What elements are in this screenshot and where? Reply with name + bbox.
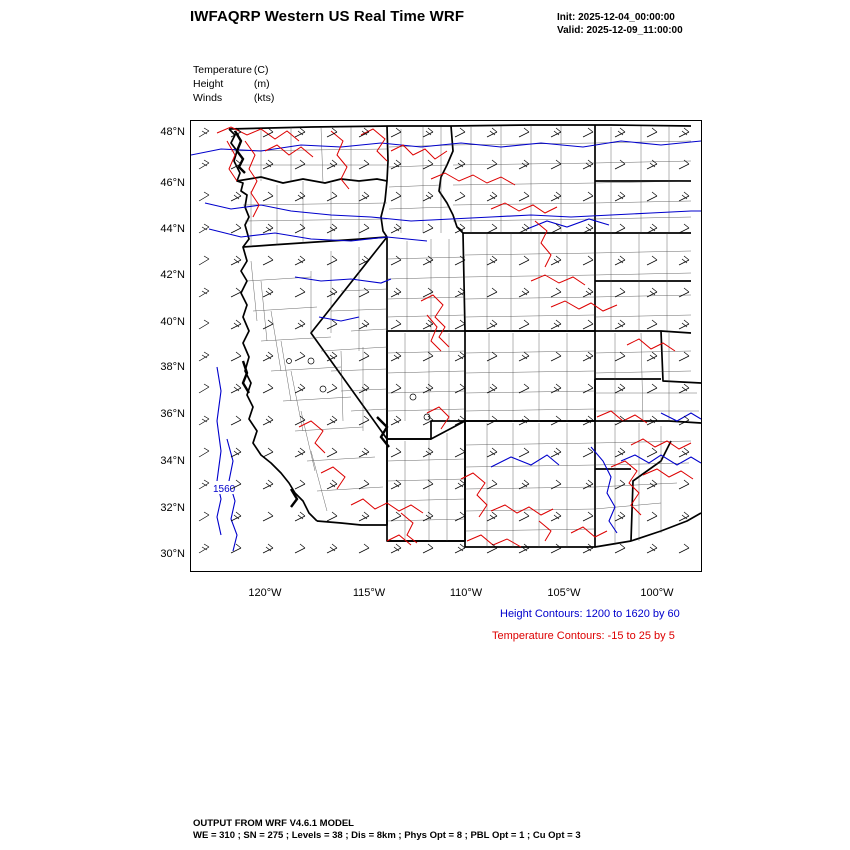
legend-winds-unit: (kts) (253, 92, 275, 104)
height-contours-note: Height Contours: 1200 to 1620 by 60 (500, 608, 680, 620)
y-tick-label: 36°N (160, 408, 185, 420)
page-title: IWFAQRP Western US Real Time WRF (190, 8, 465, 25)
valid-time-label: Valid: 2025-12-09_11:00:00 (557, 25, 683, 36)
model-time-stamp (557, 11, 683, 37)
x-tick-label: 110°W (449, 587, 483, 599)
map-canvas (191, 121, 701, 571)
model-output-footer (193, 818, 581, 842)
y-tick-label: 42°N (160, 269, 185, 281)
legend-row-height (193, 77, 274, 91)
y-tick-label: 44°N (160, 223, 185, 235)
temperature-contours-layer (217, 127, 693, 547)
x-tick-label: 120°W (248, 587, 282, 599)
variable-legend (193, 63, 274, 105)
legend-winds-name: Winds (193, 92, 223, 104)
y-tick-label: 48°N (160, 126, 185, 138)
legend-temperature-name: Temperature (193, 64, 252, 76)
temperature-contours-note: Temperature Contours: -15 to 25 by 5 (492, 630, 675, 642)
footer-line-1: OUTPUT FROM WRF V4.6.1 MODEL (193, 818, 354, 829)
init-time-label: Init: 2025-12-04_00:00:00 (557, 12, 675, 23)
y-tick-label: 32°N (160, 502, 185, 514)
contour-label-group (211, 481, 241, 495)
legend-temperature-unit: (C) (253, 64, 269, 76)
footer-line-2: WE = 310 ; SN = 275 ; Levels = 38 ; Dis = 8km ; Phys Opt = 8 ; PBL Opt = 1 ; Cu Opt = 3 (193, 830, 581, 841)
y-tick-label: 34°N (160, 455, 185, 467)
legend-height-name: Height (193, 78, 224, 90)
x-tick-label: 100°W (640, 587, 674, 599)
map-plot-area[interactable] (190, 120, 702, 572)
x-tick-label: 115°W (352, 587, 386, 599)
legend-height-unit: (m) (253, 78, 270, 90)
legend-row-winds (193, 91, 274, 105)
height-contour-label: 1560 (213, 484, 236, 495)
y-tick-label: 38°N (160, 361, 185, 373)
y-tick-label: 30°N (160, 548, 185, 560)
y-tick-label: 46°N (160, 177, 185, 189)
y-tick-label: 40°N (160, 316, 185, 328)
legend-row-temperature (193, 63, 274, 77)
x-tick-label: 105°W (547, 587, 581, 599)
